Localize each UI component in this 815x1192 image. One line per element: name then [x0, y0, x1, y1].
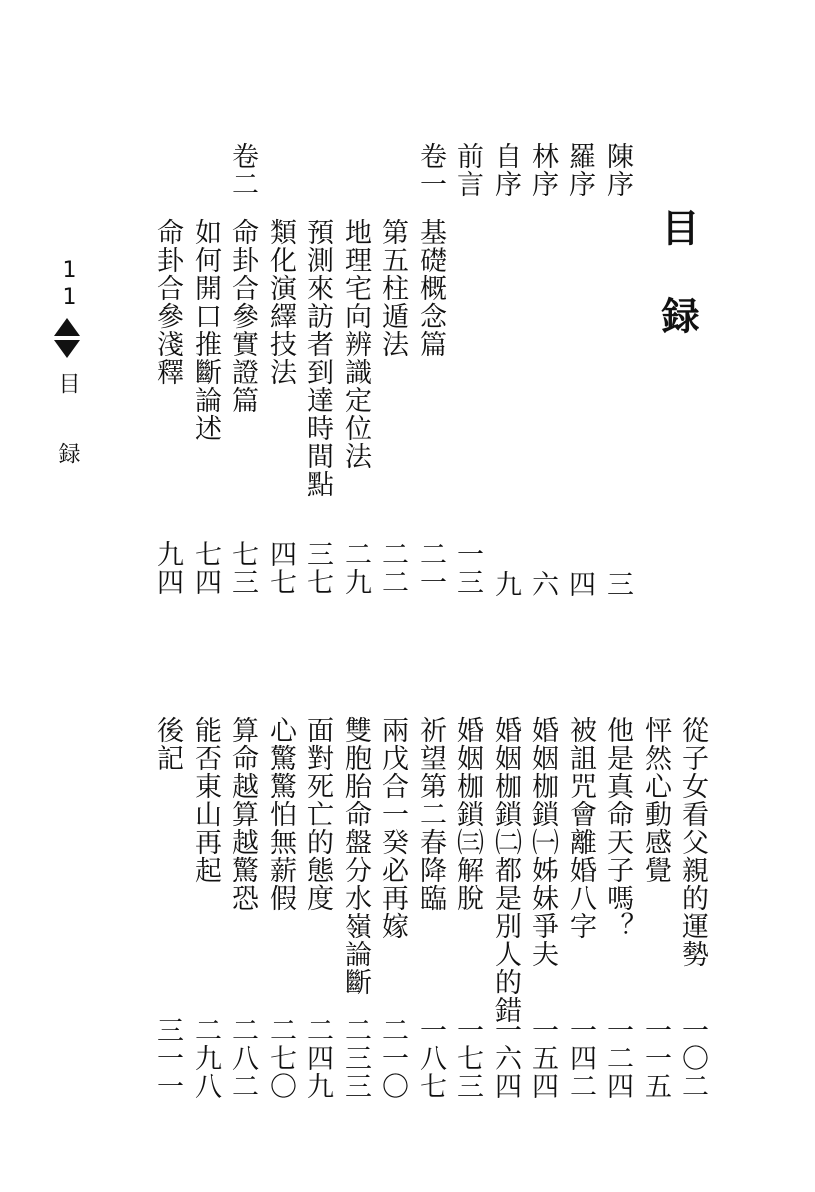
entry-title: 他是真命天子嗎？ — [602, 716, 633, 940]
toc-entry[interactable] — [598, 142, 636, 602]
entry-title: 命卦合參淺釋 — [152, 218, 183, 386]
toc-entry[interactable] — [486, 142, 524, 602]
running-title: 目録 — [55, 372, 80, 512]
entry-title: 第五柱遁法 — [377, 218, 408, 358]
entry-page: 四七 — [265, 540, 296, 596]
toc-entry[interactable] — [261, 218, 299, 602]
entry-page: 一八七 — [415, 1016, 446, 1100]
entry-page: 二四九 — [302, 1016, 333, 1100]
entry-page: 一三 — [452, 540, 483, 596]
entry-title: 婚姻枷鎖㈠姊妹爭夫 — [527, 716, 558, 968]
entry-page: 三一一 — [152, 1016, 183, 1100]
entry-page: 三七 — [302, 540, 333, 596]
entry-page: 二七〇 — [265, 1016, 296, 1100]
volume-title: 卷一 — [415, 142, 446, 198]
triangle-arrows-icon — [54, 318, 80, 358]
toc-entry[interactable] — [336, 716, 374, 1100]
entry-title: 能否東山再起 — [190, 716, 221, 884]
entry-title: 兩戊合一癸必再嫁 — [377, 716, 408, 940]
entry-page: 二一 — [415, 540, 446, 596]
entry-title: 如何開口推斷論述 — [190, 218, 221, 442]
entry-title: 從子女看父親的運勢 — [677, 716, 708, 968]
entry-title: 面對死亡的態度 — [302, 716, 333, 912]
entry-title: 心驚驚怕無薪假 — [265, 716, 296, 912]
entry-page: 二一〇 — [377, 1016, 408, 1100]
toc-entry[interactable] — [448, 716, 486, 1100]
toc-entry[interactable] — [486, 716, 524, 1100]
entry-page: 二三三 — [340, 1016, 371, 1100]
toc-entry[interactable] — [298, 218, 336, 602]
toc-entry[interactable] — [636, 716, 674, 1100]
entry-page: 一〇二 — [677, 1016, 708, 1100]
entry-page: 二八二 — [227, 1016, 258, 1100]
entry-title: 前言 — [452, 142, 483, 198]
entry-title: 命卦合參實證篇 — [227, 218, 258, 414]
entry-title: 婚姻枷鎖㈡都是別人的錯 — [490, 716, 521, 1024]
entry-title: 類化演繹技法 — [265, 218, 296, 386]
page-number: 11 — [57, 258, 82, 312]
toc-entry[interactable] — [673, 716, 711, 1100]
entry-title: 陳序 — [602, 142, 633, 198]
toc-entry[interactable] — [148, 716, 186, 1100]
toc-entry[interactable] — [261, 716, 299, 1100]
entry-page: 七三 — [227, 540, 258, 596]
entry-page: 二九 — [340, 540, 371, 596]
entry-page: 一七三 — [452, 1016, 483, 1100]
toc-entry[interactable] — [561, 716, 599, 1100]
entry-page: 九四 — [152, 540, 183, 596]
toc-entry[interactable] — [523, 716, 561, 1100]
toc-entry[interactable] — [373, 716, 411, 1100]
toc-heading: 目録 — [655, 208, 699, 384]
entry-page: 四 — [564, 570, 595, 598]
toc-entry[interactable] — [598, 716, 636, 1100]
volume-title: 卷二 — [227, 142, 258, 198]
entry-page: 六 — [527, 570, 558, 598]
entry-page: 一五四 — [527, 1016, 558, 1100]
toc-entry[interactable] — [223, 218, 261, 602]
toc-entry[interactable] — [373, 218, 411, 602]
entry-title: 後記 — [152, 716, 183, 772]
entry-title: 地理宅向辨識定位法 — [340, 218, 371, 470]
toc-entry[interactable] — [298, 716, 336, 1100]
entry-page: 一四二 — [565, 1016, 596, 1100]
entry-title: 自序 — [490, 142, 521, 198]
entry-page: 一二四 — [602, 1016, 633, 1100]
entry-title: 祈望第二春降臨 — [415, 716, 446, 912]
entry-title: 算命越算越驚恐 — [227, 716, 258, 912]
entry-page: 九 — [490, 570, 521, 598]
entry-page: 一六四 — [490, 1016, 521, 1100]
entry-page: 二二 — [377, 540, 408, 596]
entry-title: 怦然心動感覺 — [640, 716, 671, 884]
toc-entry[interactable] — [411, 716, 449, 1100]
entry-title: 基礎概念篇 — [415, 218, 446, 358]
toc-entry[interactable] — [223, 716, 261, 1100]
entry-page: 三 — [602, 570, 633, 598]
entry-title: 羅序 — [564, 142, 595, 198]
entry-title: 預測來訪者到達時間點 — [302, 218, 333, 498]
entry-title: 被詛咒會離婚八字 — [565, 716, 596, 940]
toc-entry[interactable] — [448, 142, 486, 602]
entry-page: 二九八 — [190, 1016, 221, 1100]
entry-page: 七四 — [190, 540, 221, 596]
toc-entry[interactable] — [560, 142, 598, 602]
toc-entry[interactable] — [523, 142, 561, 602]
entry-page: 一一五 — [640, 1016, 671, 1100]
entry-title: 雙胞胎命盤分水嶺論斷 — [340, 716, 371, 996]
toc-entry[interactable] — [411, 218, 449, 602]
toc-entry[interactable] — [186, 218, 224, 602]
toc-entry[interactable] — [336, 218, 374, 602]
toc-entry[interactable] — [186, 716, 224, 1100]
toc-entry[interactable] — [148, 218, 186, 602]
entry-title: 婚姻枷鎖㈢解脫 — [452, 716, 483, 912]
entry-title: 林序 — [527, 142, 558, 198]
